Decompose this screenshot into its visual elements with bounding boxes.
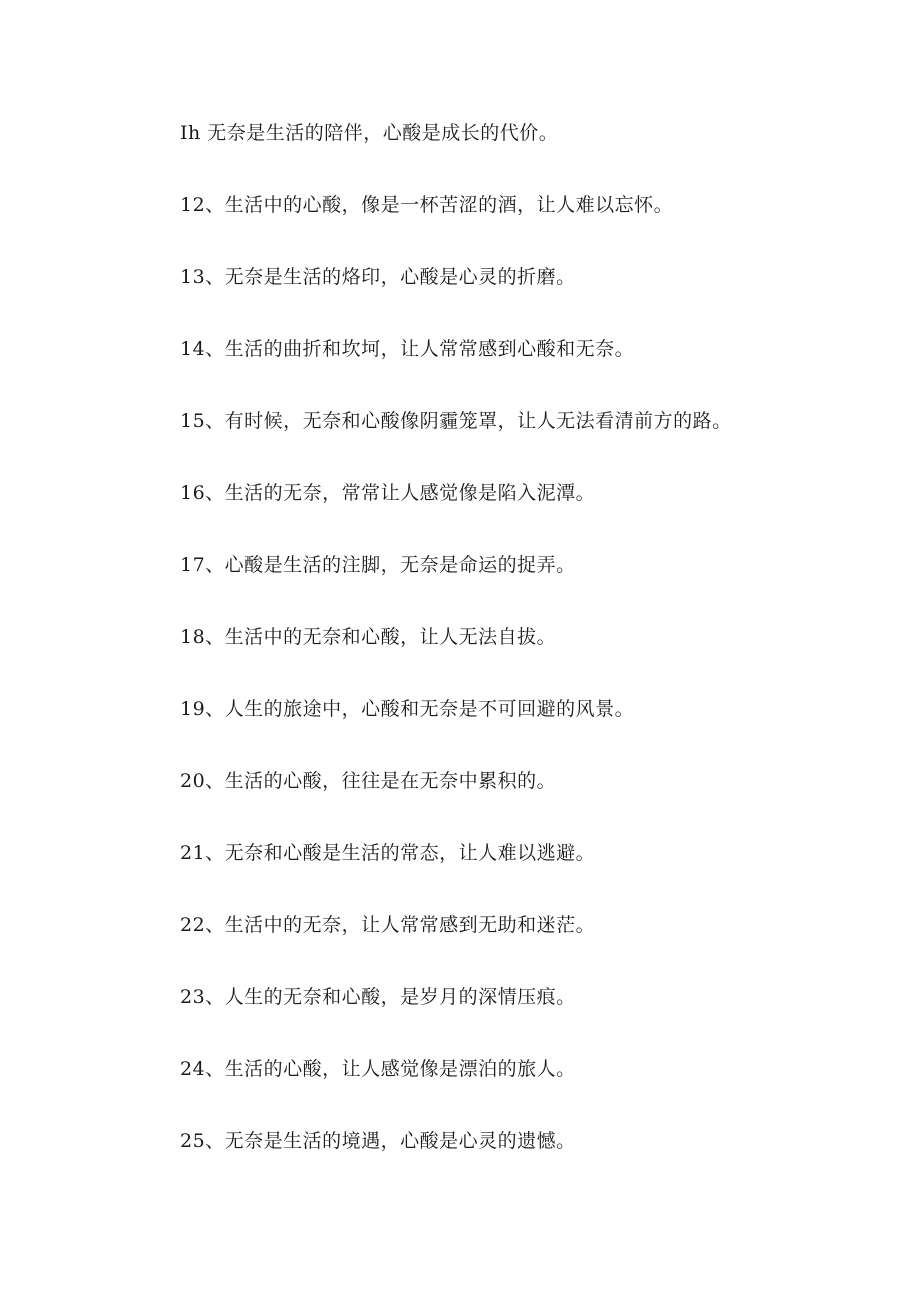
quote-list [180, 117, 900, 1197]
quote-line-13: 13、无奈是生活的烙印，心酸是心灵的折磨。 [180, 266, 576, 288]
quote-line-17: 17、心酸是生活的注脚，无奈是命运的捉弄。 [180, 554, 576, 576]
quote-line-23: 23、人生的无奈和心酸，是岁月的深情压痕。 [180, 986, 576, 1008]
quote-line-16: 16、生活的无奈，常常让人感觉像是陷入泥潭。 [180, 482, 596, 504]
quote-line-22: 22、生活中的无奈，让人常常感到无助和迷茫。 [180, 914, 596, 936]
quote-line-14: 14、生活的曲折和坎坷，让人常常感到心酸和无奈。 [180, 338, 635, 360]
quote-line-15: 15、有时候，无奈和心酸像阴霾笼罩，让人无法看清前方的路。 [180, 410, 732, 432]
quote-line-18: 18、生活中的无奈和心酸，让人无法自拔。 [180, 626, 557, 648]
quote-line-21: 21、无奈和心酸是生活的常态，让人难以逃避。 [180, 842, 596, 864]
quote-line-24: 24、生活的心酸，让人感觉像是漂泊的旅人。 [180, 1058, 576, 1080]
quote-line-12: 12、生活中的心酸，像是一杯苦涩的酒，让人难以忘怀。 [180, 194, 674, 216]
quote-line-19: 19、人生的旅途中，心酸和无奈是不可回避的风景。 [180, 698, 635, 720]
quote-line-20: 20、生活的心酸，往往是在无奈中累积的。 [180, 770, 557, 792]
quote-line-11: Ih 无奈是生活的陪伴，心酸是成长的代价。 [180, 122, 559, 144]
quote-line-25: 25、无奈是生活的境遇，心酸是心灵的遗憾。 [180, 1130, 576, 1152]
